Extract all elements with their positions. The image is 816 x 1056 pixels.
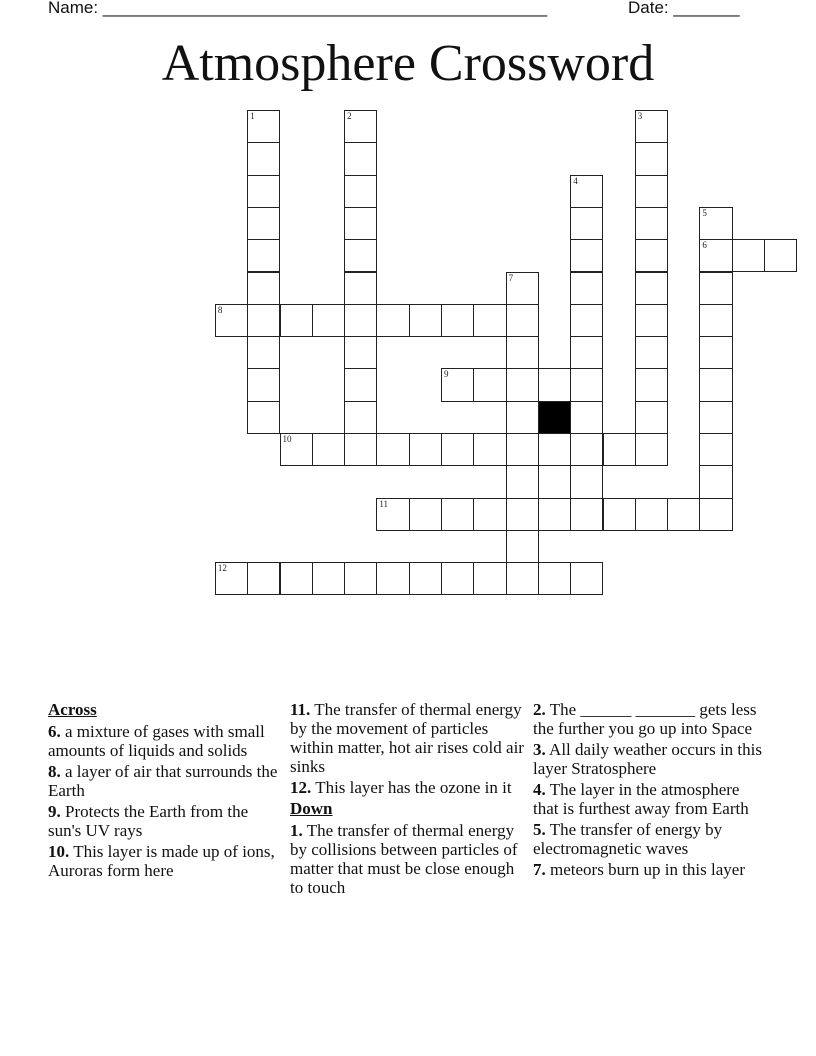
clue-down-7 <box>533 860 767 879</box>
grid-cell[interactable] <box>635 433 668 466</box>
grid-cell[interactable] <box>699 304 732 337</box>
grid-cell[interactable] <box>699 368 732 401</box>
grid-cell[interactable] <box>506 530 539 563</box>
grid-cell[interactable] <box>473 562 506 595</box>
grid-cell[interactable] <box>441 562 474 595</box>
grid-cell[interactable] <box>538 433 571 466</box>
grid-cell[interactable] <box>570 239 603 272</box>
clue-down-4 <box>533 780 767 818</box>
grid-cell[interactable] <box>635 175 668 208</box>
clue-number: 5. <box>533 820 546 839</box>
grid-cell[interactable] <box>570 465 603 498</box>
grid-cell[interactable] <box>570 272 603 305</box>
grid-cell[interactable] <box>635 239 668 272</box>
cell-number: 1 <box>250 111 255 121</box>
grid-cell[interactable] <box>215 562 248 595</box>
cell-number: 6 <box>702 240 707 251</box>
cell-number: 2 <box>347 111 352 121</box>
black-square <box>538 401 571 434</box>
clue-number: 6. <box>48 722 61 741</box>
grid-cell[interactable] <box>376 304 409 337</box>
grid-cell[interactable] <box>570 175 603 208</box>
grid-cell[interactable] <box>280 433 313 466</box>
grid-cell[interactable] <box>344 175 377 208</box>
grid-cell[interactable] <box>215 304 248 337</box>
cell-number: 5 <box>702 207 707 218</box>
grid-cell[interactable] <box>635 401 668 434</box>
grid-cell[interactable] <box>732 239 765 272</box>
clue-across-10 <box>48 842 282 880</box>
clue-across-8 <box>48 762 282 800</box>
grid-cell[interactable] <box>699 401 732 434</box>
clue-column-1 <box>48 700 282 882</box>
grid-cell[interactable] <box>312 562 345 595</box>
grid-cell[interactable] <box>699 336 732 369</box>
grid-cell[interactable] <box>570 336 603 369</box>
across-heading: Across <box>48 700 97 719</box>
grid-cell[interactable] <box>635 368 668 401</box>
clue-number: 3. <box>533 740 546 759</box>
clue-across-9 <box>48 802 282 840</box>
grid-cell[interactable] <box>247 239 280 272</box>
grid-cell[interactable] <box>635 110 668 143</box>
date-field[interactable]: Date: _______ <box>628 0 740 17</box>
clue-down-2 <box>533 700 767 738</box>
clue-text: a layer of air that surrounds the Earth <box>48 762 278 800</box>
clue-text: The transfer of thermal energy by the movement of particles within matter, hot air rises cold air sinks <box>290 700 524 776</box>
grid-cell[interactable] <box>635 304 668 337</box>
grid-cell[interactable] <box>344 239 377 272</box>
clue-text: The ______ _______ gets less the further you go up into Space <box>533 700 757 738</box>
grid-cell[interactable] <box>473 304 506 337</box>
grid-cell[interactable] <box>376 433 409 466</box>
grid-cell[interactable] <box>409 304 442 337</box>
clue-number: 9. <box>48 802 61 821</box>
grid-cell[interactable] <box>635 336 668 369</box>
grid-cell[interactable] <box>312 433 345 466</box>
grid-cell[interactable] <box>344 401 377 434</box>
clue-text: a mixture of gases with small amounts of liquids and solids <box>48 722 265 760</box>
grid-cell[interactable] <box>635 142 668 175</box>
grid-cell[interactable] <box>570 304 603 337</box>
clue-text: This layer is made up of ions, Auroras form here <box>48 842 275 880</box>
grid-cell[interactable] <box>506 433 539 466</box>
grid-cell[interactable] <box>344 142 377 175</box>
grid-cell[interactable] <box>570 368 603 401</box>
grid-cell[interactable] <box>506 562 539 595</box>
grid-cell[interactable] <box>247 272 280 305</box>
cell-number: 8 <box>217 304 223 315</box>
clue-across-11 <box>290 700 524 776</box>
clue-text: The layer in the atmosphere that is furthest away from Earth <box>533 780 749 818</box>
cell-number: 11 <box>379 498 389 509</box>
grid-cell[interactable] <box>635 498 668 531</box>
cell-number: 10 <box>282 434 292 444</box>
grid-cell[interactable] <box>506 498 539 531</box>
grid-cell[interactable] <box>409 433 442 466</box>
clue-number: 11. <box>290 700 311 719</box>
grid-cell[interactable] <box>506 304 539 337</box>
grid-cell[interactable] <box>344 336 377 369</box>
clue-number: 1. <box>290 821 303 840</box>
grid-cell[interactable] <box>344 207 377 240</box>
cell-number: 9 <box>444 369 449 380</box>
clue-number: 8. <box>48 762 61 781</box>
grid-cell[interactable] <box>280 304 313 337</box>
clue-text: The transfer of energy by electromagnetic waves <box>533 820 723 858</box>
grid-cell[interactable] <box>247 142 280 175</box>
clue-text: meteors burn up in this layer <box>545 860 745 879</box>
clue-column-2 <box>290 700 524 899</box>
grid-cell[interactable] <box>570 401 603 434</box>
grid-cell[interactable] <box>570 498 603 531</box>
grid-cell[interactable] <box>441 304 474 337</box>
grid-cell[interactable] <box>247 336 280 369</box>
grid-cell[interactable] <box>312 304 345 337</box>
grid-cell[interactable] <box>667 498 700 531</box>
grid-cell[interactable] <box>473 368 506 401</box>
grid-cell[interactable] <box>247 304 280 337</box>
clue-number: 12. <box>290 778 312 797</box>
grid-cell[interactable] <box>247 562 280 595</box>
grid-cell[interactable] <box>441 498 474 531</box>
grid-cell[interactable] <box>506 465 539 498</box>
page-title: Atmosphere Crossword <box>161 35 655 92</box>
grid-cell[interactable] <box>506 368 539 401</box>
grid-cell[interactable] <box>635 207 668 240</box>
clue-number: 10. <box>48 842 70 861</box>
grid-cell[interactable] <box>344 562 377 595</box>
clue-text: The transfer of thermal energy by collisions between particles of matter that must be close enough to touch <box>290 821 518 897</box>
grid-cell[interactable] <box>344 272 377 305</box>
grid-cell[interactable] <box>764 239 797 272</box>
grid-cell[interactable] <box>473 433 506 466</box>
grid-cell[interactable] <box>506 272 539 305</box>
clue-column-3 <box>533 700 767 881</box>
clue-across-12 <box>290 778 524 797</box>
grid-cell[interactable] <box>473 498 506 531</box>
clue-down-3 <box>533 740 767 778</box>
grid-cell[interactable] <box>376 562 409 595</box>
grid-cell[interactable] <box>376 498 409 531</box>
grid-cell[interactable] <box>506 336 539 369</box>
clue-number: 2. <box>533 700 546 719</box>
grid-cell[interactable] <box>247 110 280 143</box>
grid-cell[interactable] <box>570 562 603 595</box>
grid-cell[interactable] <box>570 433 603 466</box>
grid-cell[interactable] <box>441 433 474 466</box>
grid-cell[interactable] <box>699 465 732 498</box>
grid-cell[interactable] <box>247 207 280 240</box>
cell-number: 12 <box>217 563 227 574</box>
grid-cell[interactable] <box>570 207 603 240</box>
cell-number: 3 <box>637 111 643 121</box>
grid-cell[interactable] <box>247 368 280 401</box>
clue-number: 7. <box>533 860 546 879</box>
clue-text: This layer has the ozone in it <box>311 778 512 797</box>
clue-down-5 <box>533 820 767 858</box>
grid-cell[interactable] <box>699 239 732 272</box>
clue-number: 4. <box>533 780 546 799</box>
grid-cell[interactable] <box>506 401 539 434</box>
name-field[interactable]: Name: _______________________________________________ <box>48 0 548 17</box>
clue-down-1 <box>290 821 524 897</box>
grid-cell[interactable] <box>699 498 732 531</box>
grid-cell[interactable] <box>603 433 636 466</box>
grid-cell[interactable] <box>344 368 377 401</box>
grid-cell[interactable] <box>409 562 442 595</box>
grid-cell[interactable] <box>344 110 377 143</box>
down-heading: Down <box>290 799 333 818</box>
grid-cell[interactable] <box>538 498 571 531</box>
grid-cell[interactable] <box>699 207 732 240</box>
grid-cell[interactable] <box>635 272 668 305</box>
cell-number: 4 <box>573 175 578 186</box>
grid-cell[interactable] <box>409 498 442 531</box>
grid-cell[interactable] <box>280 562 313 595</box>
grid-cell[interactable] <box>699 272 732 305</box>
grid-cell[interactable] <box>538 562 571 595</box>
grid-cell[interactable] <box>441 368 474 401</box>
grid-cell[interactable] <box>247 175 280 208</box>
grid-cell[interactable] <box>247 401 280 434</box>
grid-cell[interactable] <box>538 368 571 401</box>
grid-cell[interactable] <box>344 433 377 466</box>
cell-number: 7 <box>508 272 514 283</box>
grid-cell[interactable] <box>699 433 732 466</box>
grid-cell[interactable] <box>344 304 377 337</box>
grid-cell[interactable] <box>603 498 636 531</box>
clue-text: Protects the Earth from the sun's UV rays <box>48 802 249 840</box>
clue-text: All daily weather occurs in this layer Stratosphere <box>533 740 762 778</box>
clue-across-6 <box>48 722 282 760</box>
